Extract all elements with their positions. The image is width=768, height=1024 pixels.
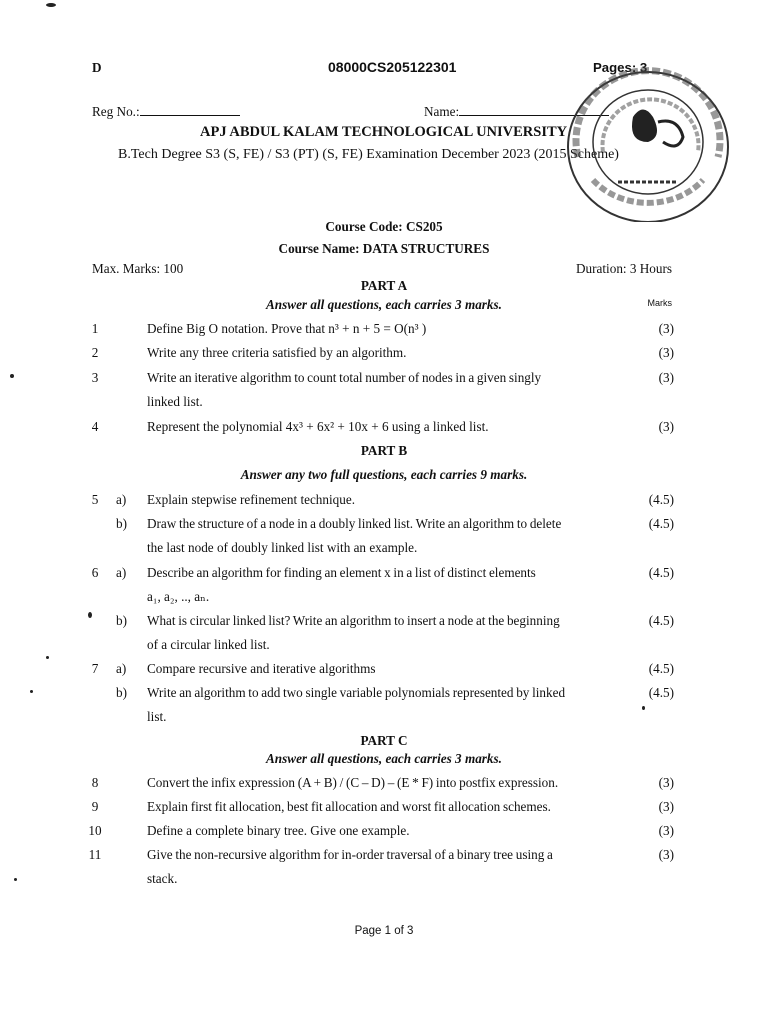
question-number: 10 (88, 823, 102, 838)
question-number: 2 (91, 345, 99, 360)
reg-no-blank (140, 115, 240, 116)
question-text-cont: the last node of doubly linked list with an example. (147, 540, 418, 555)
question-text-cont: a₁, a₂, .., aₙ. (147, 589, 210, 604)
stamp-seal-icon (548, 62, 748, 222)
question-text: Define Big O notation. Prove that n³ + n + 5 = O(n³ ) (147, 321, 427, 336)
scan-speck (46, 656, 49, 659)
question-text: Write an algorithm to add two single variable polynomials represented by linked (147, 685, 566, 700)
question-marks: (3) (658, 321, 674, 336)
question-text: Compare recursive and iterative algorithms (147, 661, 376, 676)
question-marks: (4.5) (648, 661, 674, 676)
exam-title: B.Tech Degree S3 (S, FE) / S3 (PT) (S, FE) Examination December 2023 (2015 Scheme) (118, 147, 619, 162)
question-text: Define a complete binary tree. Give one example. (147, 823, 410, 838)
question-number: 8 (91, 775, 99, 790)
part-c-title: PART C (360, 733, 408, 748)
sub-question-label: b) (116, 516, 127, 531)
scan-speck (46, 3, 56, 7)
question-text-cont: of a circular linked list. (147, 637, 270, 652)
question-text: Explain first fit allocation, best fit allocation and worst fit allocation schemes. (147, 799, 551, 814)
course-name: Course Name: DATA STRUCTURES (278, 241, 490, 256)
course-code: Course Code: CS205 (325, 219, 443, 234)
question-number: 1 (91, 321, 99, 336)
reg-no-label: Reg No.: (92, 104, 140, 119)
university-name: APJ ABDUL KALAM TECHNOLOGICAL UNIVERSITY (200, 124, 568, 140)
paper-code: 08000CS205122301 (328, 59, 457, 75)
question-number: 3 (91, 370, 99, 385)
question-text-cont: list. (147, 709, 167, 724)
part-a-title: PART A (360, 278, 408, 293)
question-text: Explain stepwise refinement technique. (147, 492, 355, 507)
question-marks: (3) (658, 799, 674, 814)
question-marks: (3) (658, 419, 674, 434)
question-marks: (4.5) (648, 565, 674, 580)
name-blank (459, 115, 609, 116)
question-marks: (4.5) (648, 685, 674, 700)
question-number: 4 (91, 419, 99, 434)
question-marks: (3) (658, 823, 674, 838)
question-text: Draw the structure of a node in a doubly linked list. Write an algorithm to delete (147, 516, 562, 531)
question-marks: (3) (658, 370, 674, 385)
question-number: 6 (91, 565, 99, 580)
question-marks: (4.5) (648, 516, 674, 531)
sub-question-label: b) (116, 613, 127, 628)
question-number: 5 (91, 492, 99, 507)
sub-question-label: b) (116, 685, 127, 700)
question-text: Write any three criteria satisfied by an algorithm. (147, 345, 407, 360)
question-number: 7 (91, 661, 99, 676)
page-number: Page 1 of 3 (354, 925, 414, 937)
question-text: What is circular linked list? Write an algorithm to insert a node at the beginning (147, 613, 560, 628)
scan-speck (10, 374, 14, 378)
scan-speck (88, 612, 92, 618)
question-text-cont: stack. (147, 871, 178, 886)
question-text: Write an iterative algorithm to count total number of nodes in a given singly (147, 370, 542, 385)
pages-count: Pages: 3 (593, 60, 648, 75)
question-text-cont: linked list. (147, 394, 203, 409)
question-marks: (3) (658, 345, 674, 360)
question-text: Give the non-recursive algorithm for in-order traversal of a binary tree using a (147, 847, 553, 862)
library-stamp (548, 62, 748, 222)
scan-speck (14, 878, 17, 881)
max-marks: Max. Marks: 100 (92, 261, 184, 276)
series-code: D (92, 60, 102, 75)
marks-header: Marks (647, 298, 672, 308)
question-text: Convert the infix expression (A + B) / (C – D) – (E * F) into postfix expression. (147, 775, 559, 790)
name-field (424, 104, 609, 120)
scan-speck (642, 706, 645, 710)
sub-question-label: a) (116, 565, 127, 580)
part-a-instruction: Answer all questions, each carries 3 marks. (266, 297, 502, 312)
question-number: 9 (91, 799, 99, 814)
part-c-instruction: Answer all questions, each carries 3 marks. (266, 751, 502, 766)
question-marks: (3) (658, 847, 674, 862)
question-text: Describe an algorithm for finding an element x in a list of distinct elements (147, 565, 536, 580)
question-text: Represent the polynomial 4x³ + 6x² + 10x + 6 using a linked list. (147, 419, 489, 434)
reg-no-field (92, 104, 240, 120)
name-label: Name: (424, 104, 460, 119)
sub-question-label: a) (116, 492, 127, 507)
question-marks: (3) (658, 775, 674, 790)
question-number: 11 (88, 847, 102, 862)
scan-speck (30, 690, 33, 693)
part-b-title: PART B (360, 443, 408, 458)
part-b-instruction: Answer any two full questions, each carries 9 marks. (240, 467, 528, 482)
question-marks: (4.5) (648, 613, 674, 628)
question-marks: (4.5) (648, 492, 674, 507)
duration: Duration: 3 Hours (576, 261, 672, 276)
sub-question-label: a) (116, 661, 127, 676)
